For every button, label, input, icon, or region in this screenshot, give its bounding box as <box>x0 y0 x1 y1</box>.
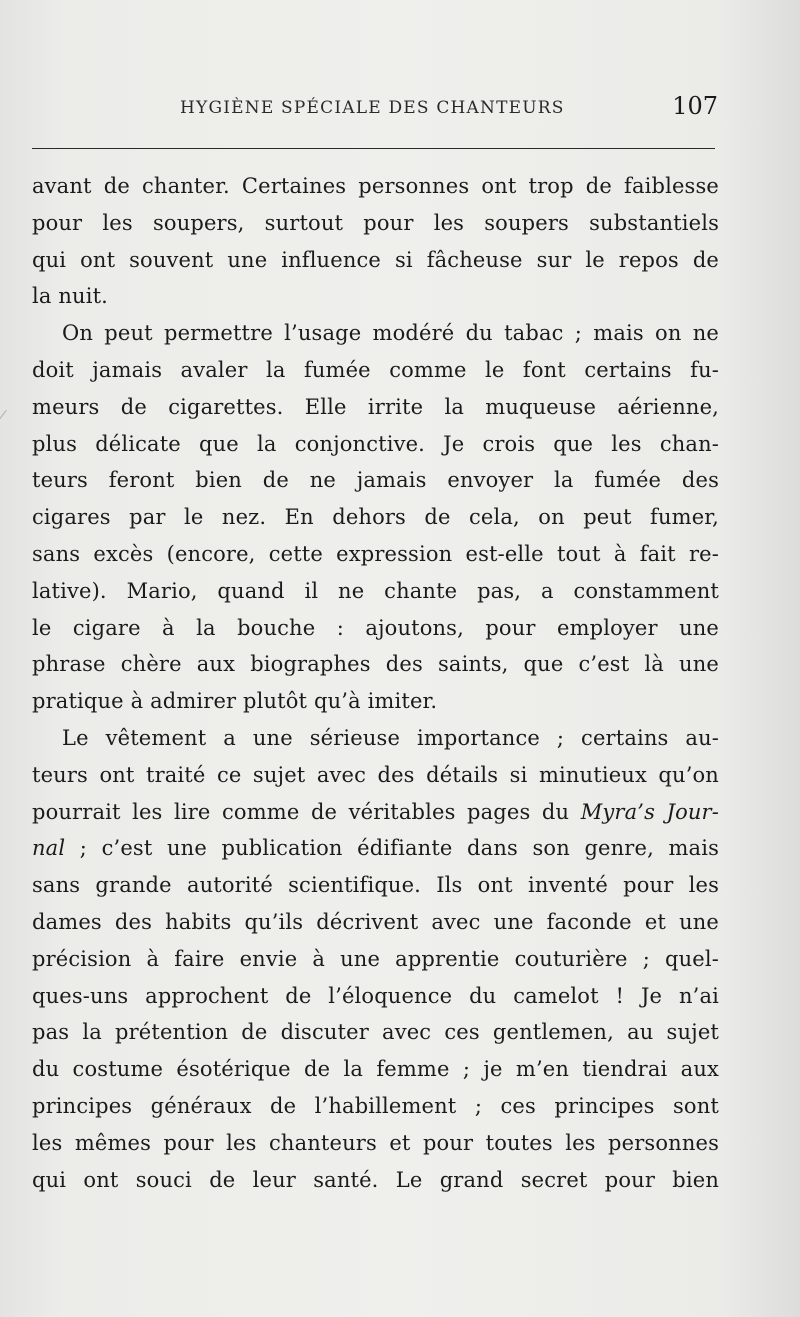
header-rule <box>32 148 715 149</box>
italic-title-part: nal <box>32 836 66 861</box>
text-line: ques-uns approchent de l’éloquence du camelot ! Je n’ai <box>32 983 719 1008</box>
text-line: cigares par le nez. En dehors de cela, on peut fumer, <box>32 505 719 530</box>
text-segment: pourrait les lire comme de véritables pages du <box>32 799 570 824</box>
text-line: pour les soupers, surtout pour les soupers substantiels <box>32 210 719 235</box>
text-line: sans grande autorité scientifique. Ils ont inventé pour les <box>32 873 719 898</box>
pencil-mark <box>0 410 7 455</box>
text-line: lative). Mario, quand il ne chante pas, a constamment <box>32 578 719 603</box>
text-line: doit jamais avaler la fumée comme le font certains fu- <box>32 357 719 382</box>
text-line: teurs feront bien de ne jamais envoyer la fumée des <box>32 468 719 493</box>
text-line: phrase chère aux biographes des saints, que c’est là une <box>32 652 719 677</box>
text-line-with-italic <box>32 830 719 867</box>
text-line: les mêmes pour les chanteurs et pour toutes les personnes <box>32 1130 719 1155</box>
text-line: principes généraux de l’habillement ; ces principes sont <box>32 1093 719 1118</box>
text-line-with-italic <box>32 794 719 831</box>
text-line: dames des habits qu’ils décrivent avec une faconde et une <box>32 909 719 934</box>
text-line: du costume ésotérique de la femme ; je m’en tiendrai aux <box>32 1057 719 1082</box>
running-title: HYGIÈNE SPÉCIALE DES CHANTEURS <box>180 98 565 118</box>
text-line: sans excès (encore, cette expression est-elle tout à fait re- <box>32 541 719 566</box>
text-line: pas la prétention de discuter avec ces gentlemen, au sujet <box>32 1020 719 1045</box>
text-line: meurs de cigarettes. Elle irrite la muqueuse aérienne, <box>32 394 719 419</box>
text-line: la nuit. <box>32 284 108 309</box>
text-line: Le vêtement a une sérieuse importance ; certains au- <box>62 725 719 750</box>
text-segment: ; c’est une publication édifiante dans son genre, mais <box>65 836 719 861</box>
italic-title-part: Myra’s Jour- <box>580 799 719 824</box>
text-line: qui ont souci de leur santé. Le grand secret pour bien <box>32 1167 719 1192</box>
text-line: plus délicate que la conjonctive. Je crois que les chan- <box>32 431 719 456</box>
text-line: avant de chanter. Certaines personnes ont trop de faiblesse <box>32 174 719 198</box>
text-line: On peut permettre l’usage modéré du tabac ; mais on ne <box>62 321 719 346</box>
page-number: 107 <box>672 92 718 120</box>
text-line: précision à faire envie à une apprentie couturière ; quel- <box>32 946 719 971</box>
page-header <box>32 88 718 128</box>
body-text <box>32 168 719 1198</box>
text-line: qui ont souvent une influence si fâcheuse sur le repos de <box>32 247 719 272</box>
text-line: pratique à admirer plutôt qu’à imiter. <box>32 689 438 714</box>
text-line: teurs ont traité ce sujet avec des détails si minutieux qu’on <box>32 762 719 787</box>
text-line: le cigare à la bouche : ajoutons, pour employer une <box>32 615 719 640</box>
